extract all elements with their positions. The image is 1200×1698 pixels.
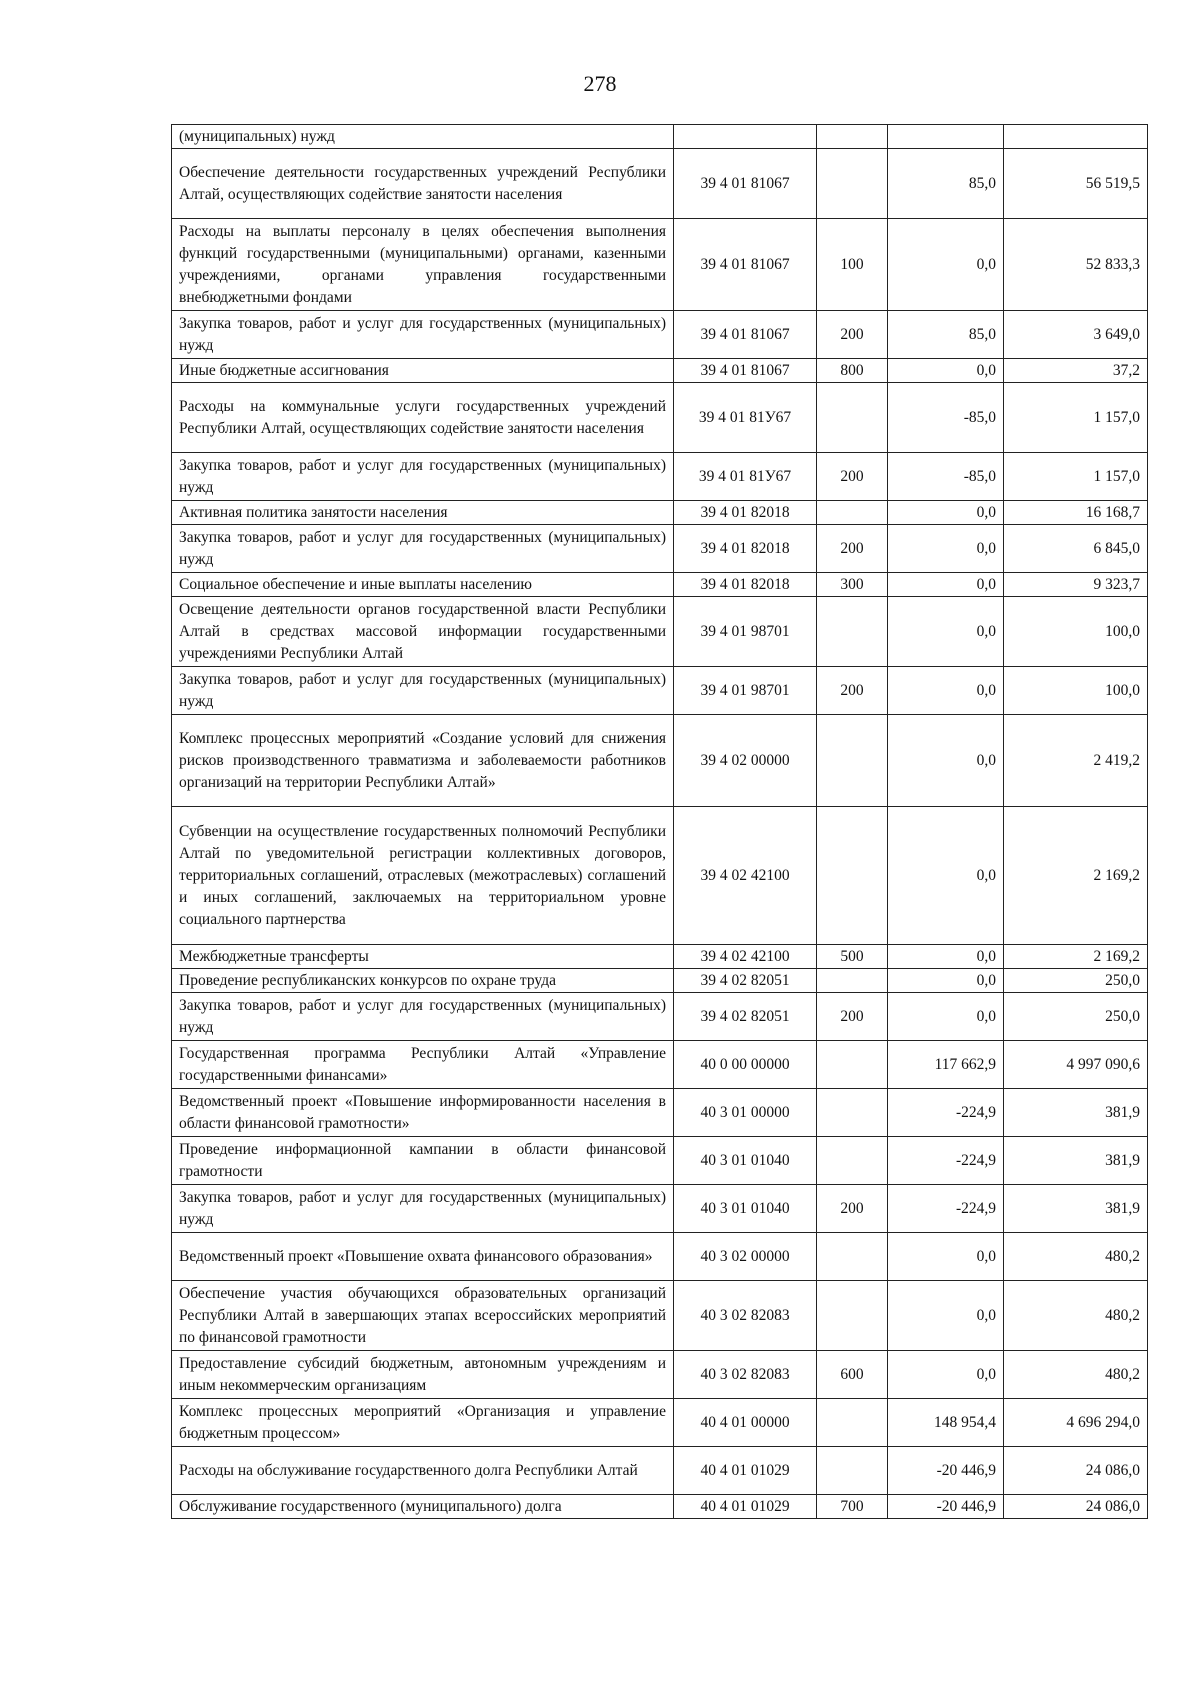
change-amount-cell: 0,0 [888, 807, 1004, 945]
table-row [172, 1041, 1148, 1089]
target-article-code-cell: 40 4 01 01029 [674, 1447, 817, 1495]
expense-type-cell: 200 [817, 525, 888, 573]
table-row [172, 1185, 1148, 1233]
expense-name-cell: Проведение республиканских конкурсов по охране труда [172, 969, 674, 993]
table-row [172, 667, 1148, 715]
expense-name-cell: Закупка товаров, работ и услуг для государственных (муниципальных) нужд [172, 667, 674, 715]
target-article-code-cell: 39 4 01 82018 [674, 501, 817, 525]
change-amount-cell: -224,9 [888, 1137, 1004, 1185]
expense-type-cell [817, 1233, 888, 1281]
expense-type-cell: 500 [817, 945, 888, 969]
target-article-code-cell: 40 3 02 00000 [674, 1233, 817, 1281]
table-row [172, 1137, 1148, 1185]
expense-type-cell [817, 1137, 888, 1185]
total-amount-cell: 16 168,7 [1004, 501, 1148, 525]
table-row [172, 597, 1148, 667]
table-row [172, 1447, 1148, 1495]
expense-type-cell [817, 383, 888, 453]
target-article-code-cell: 40 3 02 82083 [674, 1351, 817, 1399]
target-article-code-cell [674, 125, 817, 149]
target-article-code-cell: 40 3 01 01040 [674, 1137, 817, 1185]
expense-type-cell: 200 [817, 453, 888, 501]
table-row [172, 219, 1148, 311]
target-article-code-cell: 39 4 01 81067 [674, 149, 817, 219]
expense-type-cell [817, 501, 888, 525]
total-amount-cell: 381,9 [1004, 1137, 1148, 1185]
total-amount-cell: 1 157,0 [1004, 453, 1148, 501]
expense-type-cell [817, 1281, 888, 1351]
change-amount-cell: 0,0 [888, 969, 1004, 993]
total-amount-cell: 480,2 [1004, 1233, 1148, 1281]
expense-name-cell: Расходы на коммунальные услуги государственных учреждений Республики Алтай, осуществляющих содействие занятости населения [172, 383, 674, 453]
budget-table [171, 124, 1148, 1519]
table-row [172, 1089, 1148, 1137]
target-article-code-cell: 40 4 01 01029 [674, 1495, 817, 1519]
expense-name-cell: Комплекс процессных мероприятий «Создание условий для снижения рисков производственного травматизма и заболеваемости работников организаций на территории Республики Алтай» [172, 715, 674, 807]
expense-type-cell [817, 1447, 888, 1495]
total-amount-cell: 381,9 [1004, 1185, 1148, 1233]
expense-type-cell [817, 1089, 888, 1137]
expense-type-cell [817, 149, 888, 219]
total-amount-cell: 37,2 [1004, 359, 1148, 383]
change-amount-cell: 0,0 [888, 715, 1004, 807]
table-row [172, 945, 1148, 969]
total-amount-cell [1004, 125, 1148, 149]
expense-type-cell: 700 [817, 1495, 888, 1519]
change-amount-cell: 0,0 [888, 667, 1004, 715]
expense-type-cell [817, 597, 888, 667]
change-amount-cell: 0,0 [888, 1233, 1004, 1281]
target-article-code-cell: 39 4 02 82051 [674, 969, 817, 993]
target-article-code-cell: 39 4 02 00000 [674, 715, 817, 807]
change-amount-cell: -85,0 [888, 383, 1004, 453]
expense-name-cell: Государственная программа Республики Алтай «Управление государственными финансами» [172, 1041, 674, 1089]
target-article-code-cell: 39 4 02 42100 [674, 945, 817, 969]
expense-type-cell: 200 [817, 667, 888, 715]
total-amount-cell: 250,0 [1004, 993, 1148, 1041]
change-amount-cell: 0,0 [888, 219, 1004, 311]
expense-name-cell: Обеспечение участия обучающихся образовательных организаций Республики Алтай в завершающих этапах всероссийских мероприятий по финансовой грамотности [172, 1281, 674, 1351]
expense-name-cell: Активная политика занятости населения [172, 501, 674, 525]
expense-type-cell: 200 [817, 993, 888, 1041]
table-row [172, 1399, 1148, 1447]
expense-type-cell: 200 [817, 1185, 888, 1233]
expense-name-cell: Закупка товаров, работ и услуг для государственных (муниципальных) нужд [172, 453, 674, 501]
change-amount-cell: 0,0 [888, 993, 1004, 1041]
total-amount-cell: 24 086,0 [1004, 1495, 1148, 1519]
change-amount-cell: -224,9 [888, 1185, 1004, 1233]
change-amount-cell: 117 662,9 [888, 1041, 1004, 1089]
expense-name-cell: Проведение информационной кампании в области финансовой грамотности [172, 1137, 674, 1185]
total-amount-cell: 100,0 [1004, 597, 1148, 667]
total-amount-cell: 9 323,7 [1004, 573, 1148, 597]
expense-name-cell: Закупка товаров, работ и услуг для государственных (муниципальных) нужд [172, 1185, 674, 1233]
table-row [172, 359, 1148, 383]
target-article-code-cell: 40 0 00 00000 [674, 1041, 817, 1089]
table-row [172, 993, 1148, 1041]
expense-name-cell: Межбюджетные трансферты [172, 945, 674, 969]
total-amount-cell: 381,9 [1004, 1089, 1148, 1137]
expense-name-cell: Предоставление субсидий бюджетным, автономным учреждениям и иным некоммерческим организациям [172, 1351, 674, 1399]
total-amount-cell: 480,2 [1004, 1351, 1148, 1399]
change-amount-cell: 85,0 [888, 311, 1004, 359]
target-article-code-cell: 39 4 01 81067 [674, 219, 817, 311]
table-row [172, 525, 1148, 573]
expense-name-cell: Освещение деятельности органов государственной власти Республики Алтай в средствах массовой информации государственными учреждениями Республики Алтай [172, 597, 674, 667]
change-amount-cell: 0,0 [888, 359, 1004, 383]
table-row [172, 383, 1148, 453]
change-amount-cell: 85,0 [888, 149, 1004, 219]
total-amount-cell: 24 086,0 [1004, 1447, 1148, 1495]
total-amount-cell: 52 833,3 [1004, 219, 1148, 311]
target-article-code-cell: 39 4 01 81У67 [674, 383, 817, 453]
change-amount-cell: 0,0 [888, 525, 1004, 573]
target-article-code-cell: 40 3 01 01040 [674, 1185, 817, 1233]
target-article-code-cell: 39 4 02 82051 [674, 993, 817, 1041]
table-row [172, 453, 1148, 501]
target-article-code-cell: 39 4 01 81067 [674, 311, 817, 359]
table-row [172, 501, 1148, 525]
table-row [172, 573, 1148, 597]
expense-type-cell: 600 [817, 1351, 888, 1399]
target-article-code-cell: 39 4 02 42100 [674, 807, 817, 945]
expense-type-cell [817, 807, 888, 945]
expense-type-cell [817, 715, 888, 807]
expense-name-cell: Обслуживание государственного (муниципального) долга [172, 1495, 674, 1519]
expense-type-cell [817, 1041, 888, 1089]
budget-table-body [172, 125, 1148, 1519]
target-article-code-cell: 39 4 01 81У67 [674, 453, 817, 501]
target-article-code-cell: 39 4 01 98701 [674, 667, 817, 715]
total-amount-cell: 56 519,5 [1004, 149, 1148, 219]
change-amount-cell: -85,0 [888, 453, 1004, 501]
expense-name-cell: Социальное обеспечение и иные выплаты населению [172, 573, 674, 597]
expense-name-cell: (муниципальных) нужд [172, 125, 674, 149]
table-row [172, 1495, 1148, 1519]
expense-name-cell: Расходы на обслуживание государственного долга Республики Алтай [172, 1447, 674, 1495]
total-amount-cell: 3 649,0 [1004, 311, 1148, 359]
expense-name-cell: Комплекс процессных мероприятий «Организация и управление бюджетным процессом» [172, 1399, 674, 1447]
expense-name-cell: Иные бюджетные ассигнования [172, 359, 674, 383]
target-article-code-cell: 39 4 01 98701 [674, 597, 817, 667]
expense-type-cell [817, 969, 888, 993]
table-row [172, 1233, 1148, 1281]
expense-name-cell: Закупка товаров, работ и услуг для государственных (муниципальных) нужд [172, 311, 674, 359]
change-amount-cell: 0,0 [888, 597, 1004, 667]
change-amount-cell: 0,0 [888, 1351, 1004, 1399]
change-amount-cell [888, 125, 1004, 149]
table-row [172, 125, 1148, 149]
table-row [172, 1351, 1148, 1399]
total-amount-cell: 2 419,2 [1004, 715, 1148, 807]
table-row [172, 969, 1148, 993]
change-amount-cell: 148 954,4 [888, 1399, 1004, 1447]
expense-type-cell [817, 125, 888, 149]
change-amount-cell: -20 446,9 [888, 1447, 1004, 1495]
total-amount-cell: 100,0 [1004, 667, 1148, 715]
expense-type-cell: 100 [817, 219, 888, 311]
change-amount-cell: 0,0 [888, 573, 1004, 597]
table-row [172, 311, 1148, 359]
target-article-code-cell: 39 4 01 82018 [674, 573, 817, 597]
target-article-code-cell: 40 3 02 82083 [674, 1281, 817, 1351]
expense-type-cell: 200 [817, 311, 888, 359]
table-row [172, 149, 1148, 219]
expense-name-cell: Закупка товаров, работ и услуг для государственных (муниципальных) нужд [172, 525, 674, 573]
total-amount-cell: 6 845,0 [1004, 525, 1148, 573]
total-amount-cell: 250,0 [1004, 969, 1148, 993]
page-number: 278 [583, 71, 617, 96]
table-row [172, 715, 1148, 807]
total-amount-cell: 2 169,2 [1004, 945, 1148, 969]
expense-type-cell: 800 [817, 359, 888, 383]
expense-name-cell: Закупка товаров, работ и услуг для государственных (муниципальных) нужд [172, 993, 674, 1041]
target-article-code-cell: 39 4 01 82018 [674, 525, 817, 573]
expense-name-cell: Ведомственный проект «Повышение охвата финансового образования» [172, 1233, 674, 1281]
table-row [172, 807, 1148, 945]
target-article-code-cell: 39 4 01 81067 [674, 359, 817, 383]
expense-type-cell [817, 1399, 888, 1447]
total-amount-cell: 4 696 294,0 [1004, 1399, 1148, 1447]
total-amount-cell: 4 997 090,6 [1004, 1041, 1148, 1089]
expense-name-cell: Субвенции на осуществление государственных полномочий Республики Алтай по уведомительной регистрации коллективных договоров, территориальных соглашений, отраслевых (межотраслевых) соглашений и иных соглашений, заключаемых на территориальном уровне социального партнерства [172, 807, 674, 945]
change-amount-cell: 0,0 [888, 1281, 1004, 1351]
change-amount-cell: 0,0 [888, 501, 1004, 525]
expense-name-cell: Расходы на выплаты персоналу в целях обеспечения выполнения функций государственными (муниципальными) органами, казенными учреждениями, органами управления государственными внебюджетными фондами [172, 219, 674, 311]
total-amount-cell: 1 157,0 [1004, 383, 1148, 453]
table-row [172, 1281, 1148, 1351]
change-amount-cell: -224,9 [888, 1089, 1004, 1137]
total-amount-cell: 2 169,2 [1004, 807, 1148, 945]
change-amount-cell: -20 446,9 [888, 1495, 1004, 1519]
change-amount-cell: 0,0 [888, 945, 1004, 969]
target-article-code-cell: 40 4 01 00000 [674, 1399, 817, 1447]
expense-type-cell: 300 [817, 573, 888, 597]
expense-name-cell: Ведомственный проект «Повышение информированности населения в области финансовой грамотности» [172, 1089, 674, 1137]
total-amount-cell: 480,2 [1004, 1281, 1148, 1351]
target-article-code-cell: 40 3 01 00000 [674, 1089, 817, 1137]
expense-name-cell: Обеспечение деятельности государственных учреждений Республики Алтай, осуществляющих содействие занятости населения [172, 149, 674, 219]
